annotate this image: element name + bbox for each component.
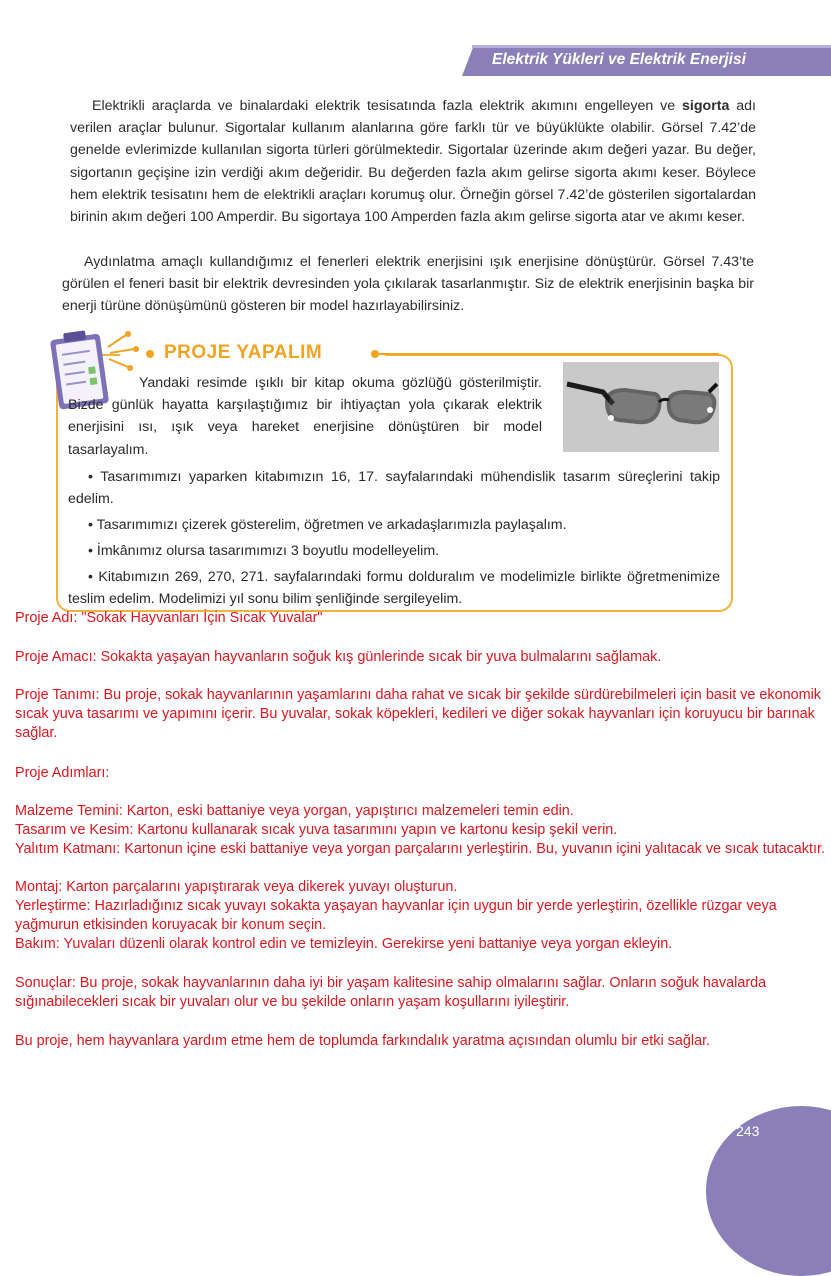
answer-project-aim: Proje Amacı: Sokakta yaşayan hayvanların soğuk kış günlerinde sıcak bir yuva bulmalarını sağlamak. — [15, 649, 662, 665]
answer-project-description: Proje Tanımı: Bu proje, sokak hayvanlarının yaşamlarını daha rahat ve sıcak bir şekilde sürdürebilmeleri için basit ve ekonomik sıcak yuva tasarımı ve yapımını içerir. Bu yuvalar, sokak köpekleri, kedileri ve diğer sokak hayvanları için koruyucu bir barınak sağlar. — [15, 687, 821, 741]
answer-step-2: Tasarım ve Kesim: Kartonu kullanarak sıcak yuva tasarımını yapın ve kartonu kesip şekil verin. — [15, 822, 618, 838]
project-bullet-4: • Kitabımızın 269, 270, 271. sayfalarındaki formu dolduralım ve modelimizle birlikte öğretmenimize teslim edelim. Modelimizi yıl sonu bilim şenliğinde sergileyelim. — [68, 569, 720, 608]
answer-step-6: Bakım: Yuvaları düzenli olarak kontrol edin ve temizleyin. Gerekirse yeni battaniye veya yorgan ekleyin. — [15, 936, 673, 952]
answer-project-name: Proje Adı: "Sokak Hayvanları İçin Sıcak Yuvalar" — [15, 610, 323, 626]
paragraph-flashlight: Aydınlatma amaçlı kullandığımız el fenerleri elektrik enerjisini ışık enerjisine dönüştürür. Görsel 7.43’te görülen el feneri basit bir elektrik devresinden yola çıkılarak tasarlanmıştır. Siz de elektrik enerjisinin başka bir enerji türüne dönüşümünü gösteren bir model hazırlayabilirsiniz. — [62, 254, 754, 315]
header-band-highlight — [472, 45, 831, 48]
project-title: PROJE YAPALIM — [164, 342, 323, 363]
page-number-badge — [706, 1106, 831, 1276]
paragraph-fuses: Elektrikli araçlarda ve binalardaki elektrik tesisatında fazla elektrik akımını engelleyen ve sigorta adı verilen araçlar bulunur. Sigortalar kullanım alanlarına göre farklı tür ve büyüklükte olabilir. Görsel 7.42’de genelde evlerimizde kullanılan sigorta türleri görülmektedir. Sigortalar üzerinde akım değeri yazar. Bu değer, sigortanın geçişine izin verdiği akım değeridir. Bu değerden fazla akım gelirse sigorta akımı keser. Böylece hem elektrik tesisatını hem de elektrikli araçları korumuş olur. Örneğin görsel 7.42’de gösterilen sigortalardan birinin akım değeri 100 Amperdir. Bu sigortaya 100 Amperden fazla akım gelirse sigorta atar ve akımı keser. — [70, 98, 756, 226]
answer-closing: Bu proje, hem hayvanlara yardım etme hem de toplumda farkındalık yaratma açısından olumlu bir etki sağlar. — [15, 1033, 711, 1049]
answer-steps-title: Proje Adımları: — [15, 765, 110, 781]
page-number: 243 — [736, 1123, 760, 1139]
title-rule — [379, 353, 719, 355]
answer-step-1: Malzeme Temini: Karton, eski battaniye veya yorgan, yapıştırıcı malzemeleri temin edin. — [15, 803, 574, 819]
answer-step-5: Yerleştirme: Hazırladığınız sıcak yuvayı sokakta yaşayan hayvanlar için uygun bir yerde yerleştirin, özellikle rüzgar veya yağmurun etkisinden koruyacak bir konum seçin. — [15, 898, 777, 933]
title-dot-right — [371, 350, 379, 358]
reading-glasses-image — [563, 362, 719, 452]
answer-step-3: Yalıtım Katmanı: Kartonun içine eski battaniye veya yorgan parçalarını yerleştirin. Bu, yuvanın içini yalıtacak ve sıcak tutacaktır. — [15, 841, 825, 857]
project-intro: Yandaki resimde ışıklı bir kitap okuma gözlüğü gösterilmiştir. Bizde günlük hayatta karşılaştığımız bir ihtiyaçtan yola çıkarak elektrik enerjisini ısı, ışık veya hareket enerjisine dönüştüren bir model tasarlayalım. — [68, 375, 542, 458]
answer-step-4: Montaj: Karton parçalarını yapıştırarak veya dikerek yuvayı oluşturun. — [15, 879, 458, 895]
project-bullet-1: • Tasarımımızı yaparken kitabımızın 16, 17. sayfalarındaki mühendislik tasarım süreçlerini takip edelim. — [68, 469, 720, 508]
project-bullet-3: • İmkânımız olursa tasarımımızı 3 boyutlu modelleyelim. — [88, 543, 440, 559]
keyword-sigorta: sigorta — [682, 98, 730, 114]
answer-results: Sonuçlar: Bu proje, sokak hayvanlarının daha iyi bir yaşam kalitesine sahip olmalarını sağlar. Onların soğuk havalarda sığınabilecekleri sıcak bir yuvaları olur ve bu şekilde onların yaşam koşullarını iyileştirir. — [15, 975, 767, 1010]
chapter-title: Elektrik Yükleri ve Elektrik Enerjisi — [492, 51, 746, 68]
project-bullet-2: • Tasarımımızı çizerek gösterelim, öğretmen ve arkadaşlarımızla paylaşalım. — [88, 517, 567, 533]
title-dot-left — [146, 350, 154, 358]
